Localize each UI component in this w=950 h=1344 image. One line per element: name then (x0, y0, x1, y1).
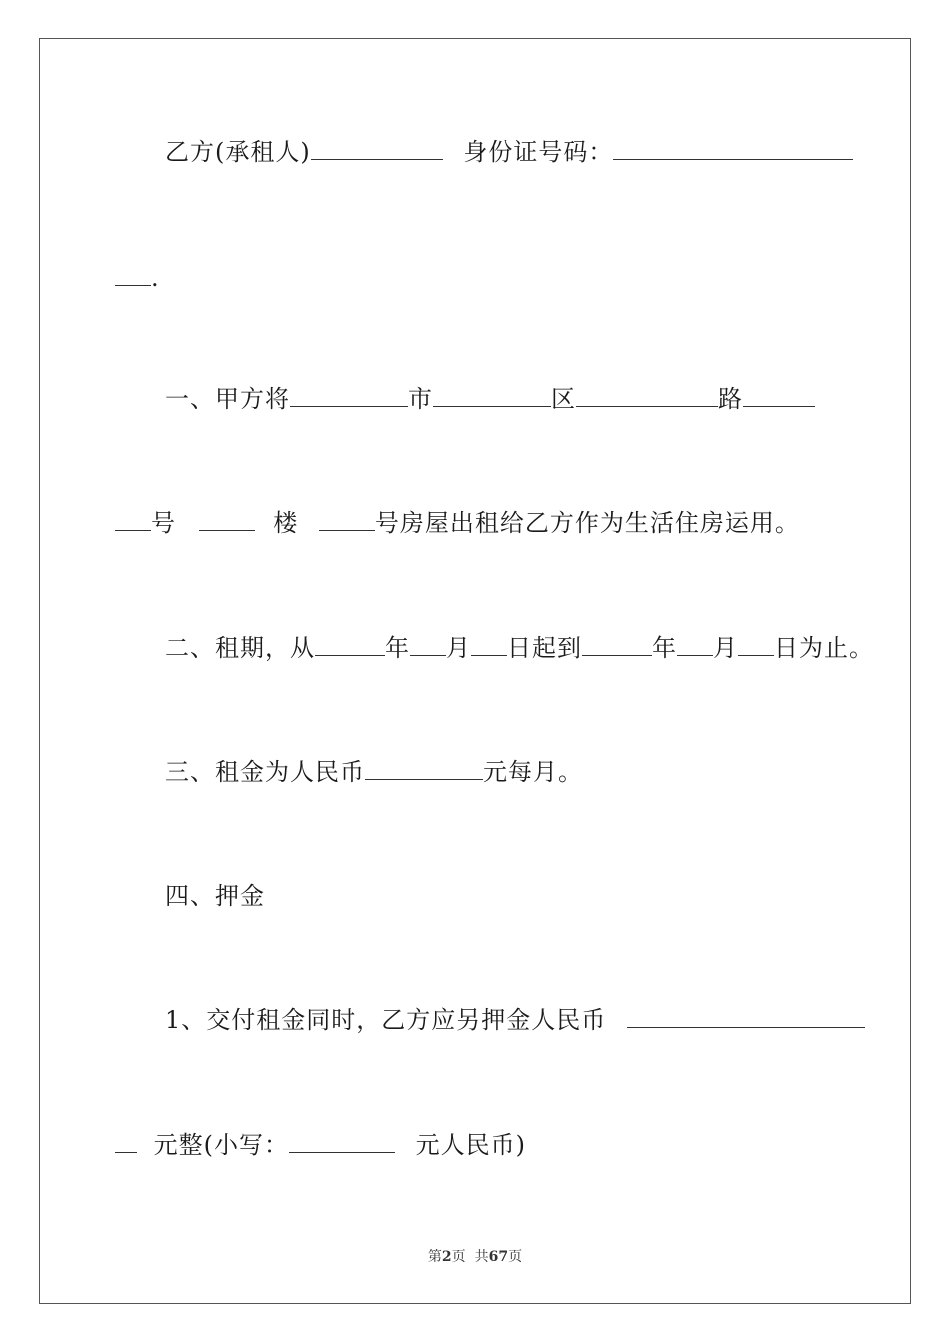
footer-mid: 页 共 (451, 1249, 489, 1265)
end-day-blank (738, 633, 774, 656)
deposit-line (165, 1005, 865, 1035)
id-number-label: 身份证号码： (463, 138, 614, 166)
lessee-line (165, 137, 853, 167)
start-month-label: 月 (446, 634, 471, 662)
page-number: 2 (441, 1249, 452, 1265)
clause-1-continuation (115, 508, 800, 538)
end-month-label: 月 (713, 634, 738, 662)
end-year-label: 年 (652, 634, 677, 662)
id-number-continuation (115, 263, 160, 293)
deposit-lowercase-blank (289, 1130, 395, 1153)
lessee-name-blank (311, 137, 443, 160)
deposit-amount-blank-cont (115, 1130, 137, 1153)
page-total: 67 (488, 1249, 509, 1265)
number-blank (743, 384, 815, 407)
clause-1-label: 一、甲方将 (165, 385, 290, 413)
clause-1-line (165, 384, 815, 414)
start-year-label: 年 (385, 634, 410, 662)
room-blank (319, 508, 375, 531)
deposit-currency-label: 元人民币) (415, 1131, 527, 1159)
rent-label: 三、租金为人民币 (165, 758, 365, 786)
page-frame (39, 38, 911, 1304)
number-blank-cont (115, 508, 151, 531)
start-year-blank (315, 633, 385, 656)
deposit-amount-blank (627, 1005, 865, 1028)
rent-amount-blank (365, 757, 483, 780)
footer-suffix: 页 (508, 1249, 523, 1265)
start-day-blank (471, 633, 507, 656)
building-blank (199, 508, 255, 531)
number-label: 号 (151, 509, 176, 537)
deposit-lowercase-label: 元整(小写： (153, 1131, 290, 1159)
start-month-blank (410, 633, 446, 656)
end-month-blank (677, 633, 713, 656)
road-label: 路 (718, 385, 743, 413)
id-number-blank (613, 137, 853, 160)
city-blank (290, 384, 408, 407)
room-purpose-text: 号房屋出租给乙方作为生活住房运用。 (374, 509, 800, 537)
lessee-label: 乙方(承租人) (165, 138, 311, 166)
end-day-label: 日为止。 (774, 634, 874, 662)
id-number-blank-cont (115, 263, 151, 286)
clause-3-line (165, 757, 583, 787)
footer-prefix: 第 (427, 1249, 442, 1265)
district-label: 区 (551, 385, 576, 413)
district-blank (433, 384, 551, 407)
page-footer (0, 1248, 950, 1266)
clause-2-line (165, 633, 874, 663)
end-year-blank (582, 633, 652, 656)
road-blank (576, 384, 718, 407)
lease-term-label: 二、租期，从 (165, 634, 315, 662)
deposit-continuation (115, 1130, 526, 1160)
deposit-label: 1、交付租金同时，乙方应另押金人民币 (165, 1006, 607, 1034)
rent-unit-label: 元每月。 (483, 758, 583, 786)
start-day-label: 日起到 (507, 634, 582, 662)
building-label: 楼 (273, 509, 299, 537)
clause-4-heading: 四、押金 (165, 882, 265, 910)
city-label: 市 (408, 385, 433, 413)
period: . (151, 264, 160, 292)
